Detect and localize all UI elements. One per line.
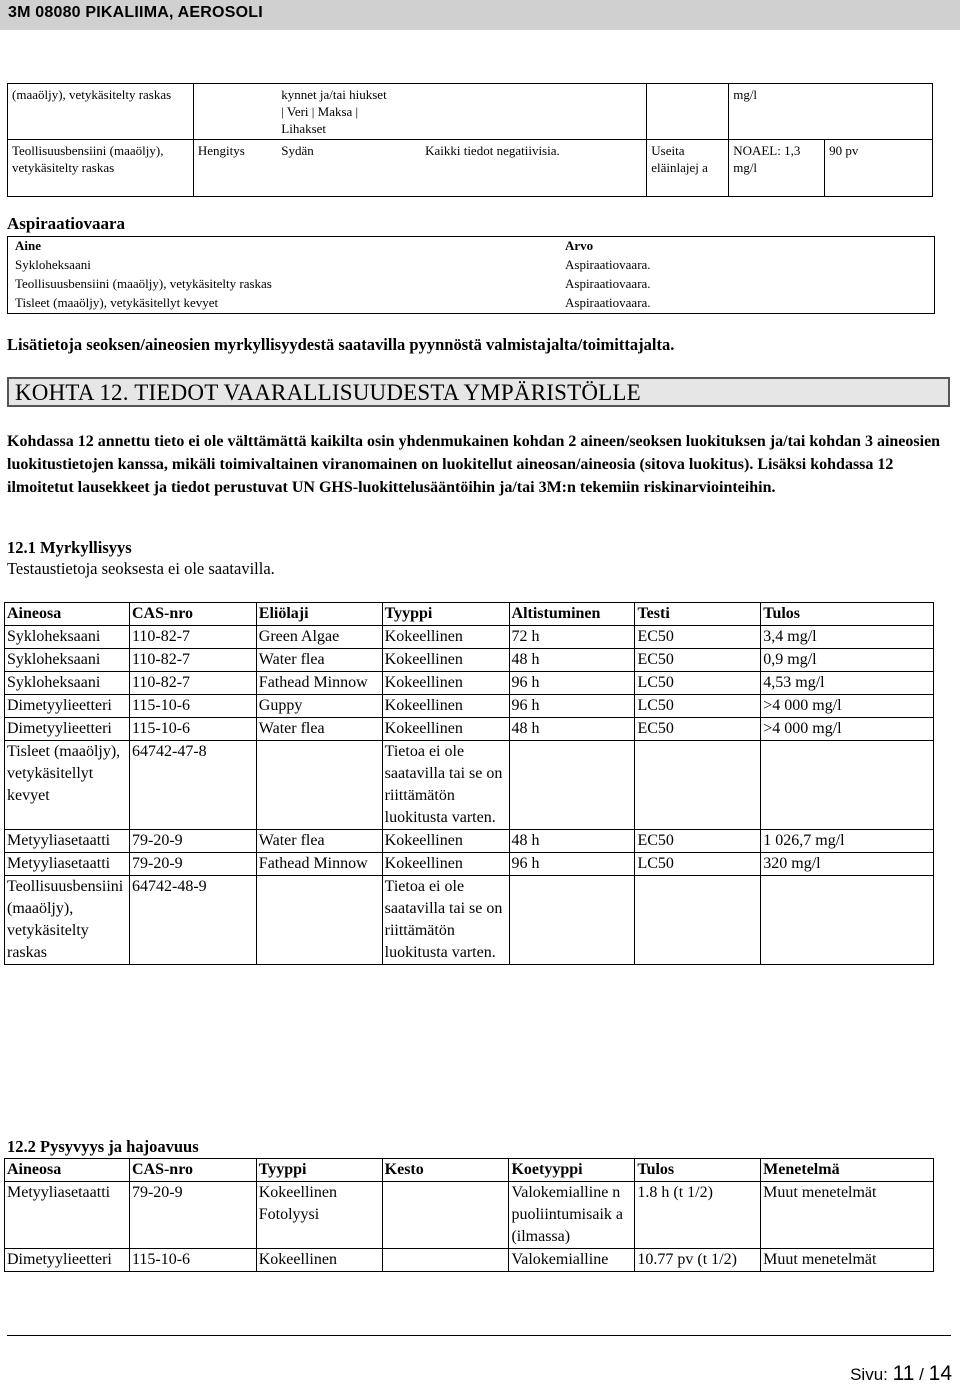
table-cell: 1 026,7 mg/l — [761, 830, 934, 853]
table-cell: 0,9 mg/l — [761, 649, 934, 672]
table-cell — [277, 84, 421, 140]
table-row — [8, 140, 933, 197]
table-cell: Tietoa ei ole saatavilla tai se on riittämätön luokitusta varten. — [382, 876, 509, 965]
table-cell — [382, 1249, 509, 1272]
table-cell: Sykloheksaani — [5, 672, 130, 695]
table-cell: Hengitys — [193, 140, 277, 197]
table-cell: Metyyliasetaatti — [5, 853, 130, 876]
section-12-paragraph: Kohdassa 12 annettu tieto ei ole välttämättä kaikilta osin yhdenmukainen kohdan 2 aineen/seoksen luokituksen ja/tai kohdan 3 aineosien luokitustietojen kanssa, mikäli toimivaltainen viranomainen on luokitellut aineosan/aineosia (sitova luokitus). Lisäksi kohdassa 12 ilmoitetut lausekkeet ja tiedot perustuvat UN GHS-luokittelusääntöihin ja/tai 3M:n tekemiin riskinarviointeihin. — [7, 433, 941, 496]
table-row — [5, 830, 934, 853]
table-cell: 110-82-7 — [129, 626, 256, 649]
document-header — [0, 0, 960, 30]
table-cell: NOAEL: 1,3 mg/l — [729, 140, 825, 197]
table-cell: LC50 — [635, 695, 761, 718]
table-cell: Sykloheksaani — [5, 649, 130, 672]
aspiration-col-header-substance: Aine — [15, 238, 41, 253]
column-header: Eliölaji — [256, 603, 382, 626]
more-info-note: Lisätietoja seoksen/aineosien myrkyllisyydestä saatavilla pyynnöstä valmistajalta/toimittajalta. — [7, 335, 675, 354]
table-cell: 4,53 mg/l — [761, 672, 934, 695]
table-cell: EC50 — [635, 649, 761, 672]
column-header: Tulos — [635, 1159, 761, 1182]
table-cell: 110-82-7 — [129, 649, 256, 672]
table-cell: 64742-48-9 — [129, 876, 256, 965]
aspiration-substance: Sykloheksaani — [15, 257, 91, 272]
column-header: Koetyyppi — [509, 1159, 635, 1182]
table-cell: LC50 — [635, 672, 761, 695]
table-cell: 79-20-9 — [129, 853, 256, 876]
table-cell — [761, 876, 934, 965]
table-cell: Fathead Minnow — [256, 853, 382, 876]
table-cell: Tisleet (maaöljy), vetykäsitellyt kevyet — [5, 741, 130, 830]
table-cell: Dimetyylieetteri — [5, 695, 130, 718]
table-row — [5, 649, 934, 672]
table-cell: Guppy — [256, 695, 382, 718]
table-row — [5, 672, 934, 695]
table-cell: Dimetyylieetteri — [5, 718, 130, 741]
page-total: 14 — [928, 1362, 952, 1385]
table-cell: 3,4 mg/l — [761, 626, 934, 649]
table-cell: Valokemialline n puoliintumisaik a (ilmassa) — [509, 1182, 635, 1249]
table-cell: Green Algae — [256, 626, 382, 649]
table-cell: 90 pv — [825, 140, 933, 197]
aspiration-value: Aspiraatiovaara. — [565, 295, 651, 310]
table-cell: Kaikki tiedot negatiivisia. — [421, 140, 647, 197]
table-cell: 96 h — [509, 695, 635, 718]
table-row — [5, 741, 934, 830]
table-cell: Kokeellinen — [382, 718, 509, 741]
table-row — [5, 853, 934, 876]
table-cell: 1.8 h (t 1/2) — [635, 1182, 761, 1249]
table-cell: 10.77 pv (t 1/2) — [635, 1249, 761, 1272]
table-row — [5, 626, 934, 649]
table-cell: Kokeellinen — [382, 649, 509, 672]
aspiration-substance: Tisleet (maaöljy), vetykäsitellyt kevyet — [15, 295, 219, 310]
column-header: Tulos — [761, 603, 934, 626]
table-cell: EC50 — [635, 718, 761, 741]
table-row — [5, 1182, 934, 1249]
table-cell — [256, 876, 382, 965]
column-header: Altistuminen — [509, 603, 635, 626]
aspiration-col-header-value: Arvo — [565, 238, 594, 253]
table-cell: Teollisuusbensiini (maaöljy), vetykäsitelty raskas — [5, 876, 130, 965]
section-12-header — [7, 377, 950, 407]
table-row — [5, 695, 934, 718]
footer-divider — [7, 1335, 951, 1336]
table-cell: Valokemialline — [509, 1249, 635, 1272]
column-header: Aineosa — [5, 1159, 130, 1182]
table-cell: 320 mg/l — [761, 853, 934, 876]
column-header: CAS-nro — [129, 603, 256, 626]
table-cell — [635, 741, 761, 830]
table-cell — [382, 1182, 509, 1249]
table-cell: EC50 — [635, 830, 761, 853]
table-cell — [509, 876, 635, 965]
column-header: Tyyppi — [382, 603, 509, 626]
table-cell: Dimetyylieetteri — [5, 1249, 130, 1272]
table-cell — [509, 741, 635, 830]
aspiration-value: Aspiraatiovaara. — [565, 276, 651, 291]
toxicity-note: Testaustietoja seoksesta ei ole saatavilla. — [7, 559, 275, 578]
table-cell: 115-10-6 — [129, 718, 256, 741]
column-header: Tyyppi — [256, 1159, 382, 1182]
column-header: Kesto — [382, 1159, 509, 1182]
aspiration-value: Aspiraatiovaara. — [565, 257, 651, 272]
table-cell: 110-82-7 — [129, 672, 256, 695]
column-header: CAS-nro — [129, 1159, 256, 1182]
table-cell: Water flea — [256, 830, 382, 853]
table-cell: Fathead Minnow — [256, 672, 382, 695]
table-cell — [761, 741, 934, 830]
table-cell: Kokeellinen — [382, 695, 509, 718]
table-cell — [825, 84, 933, 140]
table-cell: Kokeellinen — [256, 1249, 382, 1272]
table-cell: Metyyliasetaatti — [5, 1182, 130, 1249]
table-row — [8, 84, 933, 140]
table-cell — [635, 876, 761, 965]
table-cell: 79-20-9 — [129, 1182, 256, 1249]
table-cell: Sykloheksaani — [5, 626, 130, 649]
persistence-table — [4, 1158, 934, 1272]
aspiration-title: Aspiraatiovaara — [7, 214, 126, 233]
table-cell: Useita eläinlajej a — [647, 140, 729, 197]
table-cell: mg/l — [729, 84, 825, 140]
table-cell: Teollisuusbensiini (maaöljy), vetykäsitelty raskas — [8, 140, 194, 197]
table-cell: 48 h — [509, 649, 635, 672]
table-cell: Muut menetelmät — [761, 1249, 934, 1272]
table-cell: Kokeellinen — [382, 626, 509, 649]
table-cell — [256, 741, 382, 830]
table-cell: >4 000 mg/l — [761, 695, 934, 718]
column-header: Aineosa — [5, 603, 130, 626]
toxicity-title: 12.1 Myrkyllisyys — [7, 538, 132, 557]
table-cell: Water flea — [256, 718, 382, 741]
table-header-row — [5, 1159, 934, 1182]
toxicity-table — [4, 602, 934, 965]
table-cell — [647, 84, 729, 140]
table-cell: 115-10-6 — [129, 1249, 256, 1272]
page-label: Sivu: — [850, 1365, 888, 1384]
table-cell: 64742-47-8 — [129, 741, 256, 830]
table-cell — [421, 84, 647, 140]
table-cell: 79-20-9 — [129, 830, 256, 853]
table-cell: Muut menetelmät — [761, 1182, 934, 1249]
organ-list: kynnet ja/tai hiukset | Veri | Maksa | Lihakset — [281, 87, 387, 136]
page-separator: / — [919, 1365, 924, 1384]
table-cell: EC50 — [635, 626, 761, 649]
persistence-title: 12.2 Pysyvyys ja hajoavuus — [7, 1137, 199, 1156]
table-cell: Tietoa ei ole saatavilla tai se on riittämätön luokitusta varten. — [382, 741, 509, 830]
toxicity-continuation-table — [7, 83, 933, 197]
table-cell: Kokeellinen — [382, 830, 509, 853]
table-cell: LC50 — [635, 853, 761, 876]
page-number — [850, 1362, 952, 1386]
aspiration-substance: Teollisuusbensiini (maaöljy), vetykäsitelty raskas — [15, 276, 272, 291]
table-header-row — [5, 603, 934, 626]
table-row — [5, 1249, 934, 1272]
table-cell: Sydän — [277, 140, 421, 197]
aspiration-table — [7, 236, 935, 314]
column-header: Testi — [635, 603, 761, 626]
table-cell: 115-10-6 — [129, 695, 256, 718]
table-cell: Kokeellinen — [382, 672, 509, 695]
table-cell: 72 h — [509, 626, 635, 649]
table-cell: 48 h — [509, 718, 635, 741]
table-row — [5, 718, 934, 741]
table-cell: (maaöljy), vetykäsitelty raskas — [8, 84, 194, 140]
table-cell: Kokeellinen — [382, 853, 509, 876]
table-cell: Kokeellinen Fotolyysi — [256, 1182, 382, 1249]
document-title: 3M 08080 PIKALIIMA, AEROSOLI — [8, 4, 263, 21]
table-cell — [193, 84, 277, 140]
table-cell: 96 h — [509, 672, 635, 695]
table-cell: 48 h — [509, 830, 635, 853]
table-cell: >4 000 mg/l — [761, 718, 934, 741]
section-12-title: KOHTA 12. TIEDOT VAARALLISUUDESTA YMPÄRISTÖLLE — [15, 380, 641, 405]
page-current: 11 — [892, 1362, 915, 1385]
table-cell: Water flea — [256, 649, 382, 672]
table-cell: 96 h — [509, 853, 635, 876]
table-row — [5, 876, 934, 965]
column-header: Menetelmä — [761, 1159, 934, 1182]
table-cell: Metyyliasetaatti — [5, 830, 130, 853]
